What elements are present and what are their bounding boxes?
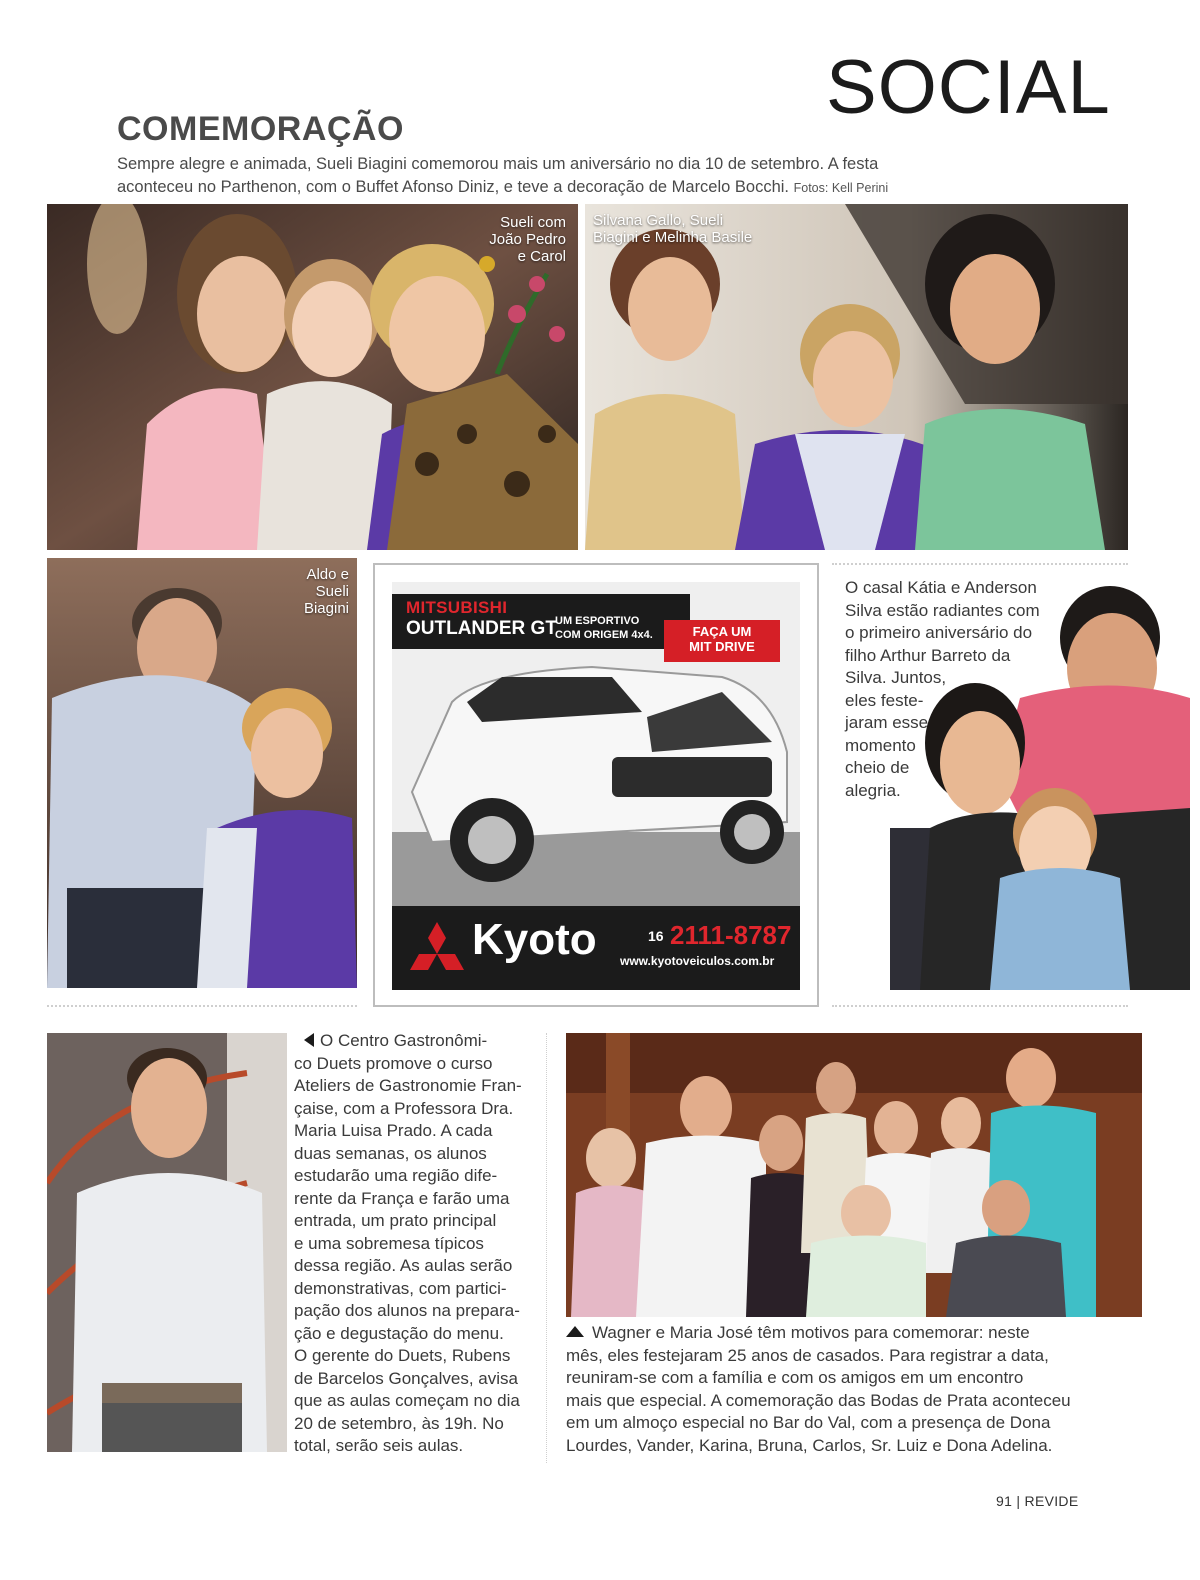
photo-rubens <box>47 1033 287 1452</box>
ad-dealer-name: Kyoto <box>472 915 597 964</box>
photo-credit: Fotos: Kell Perini <box>793 181 889 195</box>
caption-photo-2 <box>593 212 752 246</box>
text-line: Maria Luisa Prado. A cada <box>294 1121 493 1140</box>
caption-line: Biagini <box>303 600 349 617</box>
text-line: jaram esse <box>845 713 929 732</box>
ad-tagline-line: COM ORIGEM 4x4. <box>555 629 653 641</box>
caption-line: Sueli <box>315 583 349 600</box>
text-line: reuniram-se com a família e com os amigos em um encontro <box>566 1368 1024 1387</box>
ad-phone-area: 16 <box>648 928 664 944</box>
caption-line: Sueli com <box>500 214 566 231</box>
divider <box>832 1005 1128 1007</box>
article-headline: COMEMORAÇÃO <box>117 110 404 148</box>
text-line: ção e degustação do menu. <box>294 1323 504 1343</box>
photo-aldo-sueli <box>47 558 357 988</box>
ad-brand: MITSUBISHI <box>406 598 508 617</box>
caption-photo-3 <box>304 566 349 617</box>
article-intro <box>117 153 977 200</box>
ad-content <box>392 582 800 990</box>
caption-line: Biagini e Melinha Basile <box>593 229 753 246</box>
caption-line: Aldo e <box>306 566 349 583</box>
ad-cta[interactable] <box>664 620 780 662</box>
text-line: e uma sobremesa típicos <box>294 1233 484 1253</box>
divider <box>832 563 1128 565</box>
photo-bodas-de-prata <box>566 1033 1142 1317</box>
text-line-content: O Centro Gastronômi- <box>320 1031 488 1050</box>
photo-image <box>47 558 357 988</box>
bodas-text <box>566 1322 1146 1457</box>
intro-line-2: aconteceu no Parthenon, com o Buffet Afonso Diniz, e teve a decoração de Marcelo Bocchi. <box>117 178 790 196</box>
text-line: O gerente do Duets, Rubens <box>294 1346 511 1365</box>
text-line: total, serão seis aulas. <box>294 1436 464 1455</box>
ad-tagline <box>555 614 653 642</box>
footer-separator: | <box>1016 1493 1025 1509</box>
text-line: o primeiro aniversário do <box>845 623 1033 642</box>
text-line: mais que especial. A comemoração das Bodas de Prata aconteceu <box>566 1390 1071 1410</box>
page-footer <box>996 1493 1078 1509</box>
text-line: de Barcelos Gonçalves, avisa <box>294 1368 518 1388</box>
caption-line: e Carol <box>517 248 566 265</box>
text-line: Ateliers de Gastronomie Fran- <box>294 1076 522 1095</box>
caption-line: João Pedro <box>489 231 566 248</box>
text-line: mês, eles festejaram 25 anos de casados. Para registrar a data, <box>566 1345 1049 1365</box>
ad-cta-line: MIT DRIVE <box>689 639 755 654</box>
ad-phone[interactable]: 2111-8787 <box>670 920 792 950</box>
text-line: demonstrativas, com partici- <box>294 1278 507 1298</box>
photo-casal-family <box>890 578 1190 990</box>
text-line: eles feste- <box>845 690 924 710</box>
mitsubishi-logo-icon <box>406 922 468 976</box>
text-line: cheio de <box>845 758 910 777</box>
text-line: em um almoço especial no Bar do Val, com a presença de Dona <box>566 1413 1051 1432</box>
photo-three-women <box>585 204 1128 550</box>
text-line: Silva. Juntos, <box>845 668 947 687</box>
text-line: filho Arthur Barreto da <box>845 645 1011 665</box>
text-line: alegria. <box>845 780 901 800</box>
text-line: O casal Kátia e Anderson <box>845 578 1037 597</box>
text-line: momento <box>845 735 916 755</box>
caption-photo-1 <box>489 214 566 265</box>
column-divider <box>546 1033 547 1463</box>
text-line <box>566 1322 1146 1345</box>
text-line: Silva estão radiantes com <box>845 600 1040 620</box>
text-line: co Duets promove o curso <box>294 1053 493 1073</box>
page-number: 91 <box>996 1493 1013 1509</box>
text-line: rente da França e farão uma <box>294 1188 510 1208</box>
caption-line: Silvana Gallo, Sueli <box>593 212 724 229</box>
section-title: SOCIAL <box>826 45 1111 130</box>
photo-image <box>890 578 1190 990</box>
photo-image <box>585 204 1128 550</box>
text-line: estudarão uma região dife- <box>294 1166 498 1185</box>
photo-image <box>47 1033 287 1452</box>
text-line <box>294 1030 534 1053</box>
intro-line-1: Sempre alegre e animada, Sueli Biagini comemorou mais um aniversário no dia 10 de setembro. A festa <box>117 155 879 173</box>
text-line: entrada, um prato principal <box>294 1211 497 1230</box>
photo-sueli-grandchildren <box>47 204 578 550</box>
text-line-content: Wagner e Maria José têm motivos para comemorar: neste <box>592 1323 1030 1342</box>
ad-website-link[interactable]: www.kyotoveiculos.com.br <box>620 954 775 968</box>
text-line: çaise, com a Professora Dra. <box>294 1098 514 1118</box>
text-line: duas semanas, os alunos <box>294 1143 487 1163</box>
text-line: que as aulas começam no dia <box>294 1391 520 1410</box>
ad-cta-line: FAÇA UM <box>692 624 752 639</box>
advertisement[interactable] <box>373 563 819 1007</box>
triangle-up-icon <box>566 1326 584 1337</box>
text-line: 20 de setembro, às 19h. No <box>294 1413 504 1433</box>
triangle-left-icon <box>304 1033 314 1047</box>
ad-model: OUTLANDER GT <box>406 618 557 639</box>
photo-image <box>566 1033 1142 1317</box>
ad-tagline-line: UM ESPORTIVO <box>555 615 640 627</box>
magazine-name: REVIDE <box>1024 1493 1079 1509</box>
text-line: Lourdes, Vander, Karina, Bruna, Carlos, Sr. Luiz e Dona Adelina. <box>566 1435 1053 1455</box>
divider <box>47 1005 357 1007</box>
text-line: pação dos alunos na prepara- <box>294 1301 520 1320</box>
text-line: dessa região. As aulas serão <box>294 1256 513 1275</box>
duets-text <box>294 1030 534 1458</box>
